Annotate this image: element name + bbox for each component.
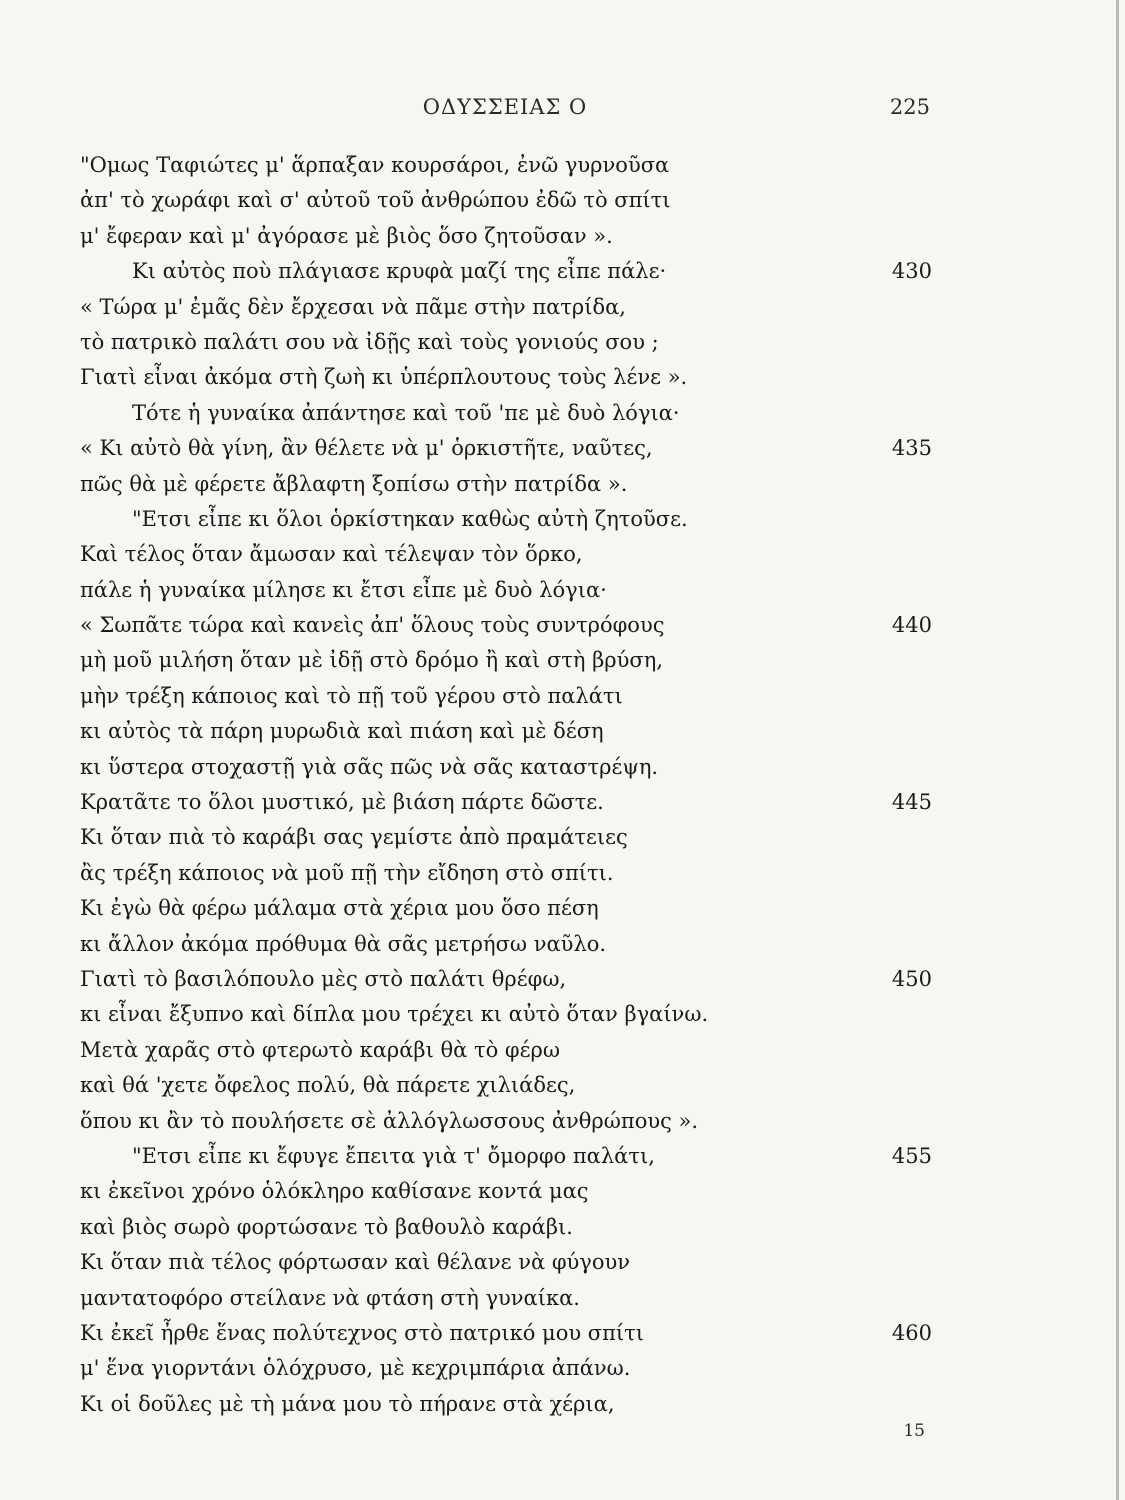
verse-text: Κι ἐγὼ θὰ φέρω μάλαμα στὰ χέρια μου ὅσο πέση xyxy=(80,896,599,921)
verse-text: Κι οἱ δοῦλες μὲ τὴ μάνα μου τὸ πήρανε στὰ χέρια, xyxy=(80,1391,615,1416)
verse-line xyxy=(80,1174,932,1209)
verse-text: μὴν τρέξη κάποιος καὶ τὸ πῇ τοῦ γέρου στὸ παλάτι xyxy=(80,683,623,708)
verse-text: μὴ μοῦ μιλήση ὅταν μὲ ἰδῇ στὸ δρόμο ἢ καὶ στὴ βρύση, xyxy=(80,648,664,673)
verse-text: « Κι αὐτὸ θὰ γίνη, ἂν θέλετε νὰ μ' ὁρκιστῆτε, ναῦτες, xyxy=(80,436,653,461)
verse-line xyxy=(80,1033,932,1068)
verse-text: Καὶ τέλος ὅταν ἄμωσαν καὶ τέλεψαν τὸν ὅρκο, xyxy=(80,542,583,567)
verse-line xyxy=(80,148,932,183)
verse-text: Γιατὶ εἶναι ἀκόμα στὴ ζωὴ κι ὑπέρπλουτους τοὺς λένε ». xyxy=(80,365,688,390)
page-header xyxy=(80,95,930,129)
verse-line xyxy=(80,360,932,395)
verse-text: Κι ἐκεῖ ἦρθε ἕνας πολύτεχνος στὸ πατρικό μου σπίτι xyxy=(80,1320,644,1345)
line-number: 450 xyxy=(891,966,932,991)
verse-line xyxy=(80,679,932,714)
verse-text: πάλε ἡ γυναίκα μίλησε κι ἔτσι εἶπε μὲ δυὸ λόγια· xyxy=(80,577,607,602)
verse-line xyxy=(80,1387,932,1422)
verse-line xyxy=(80,396,932,431)
verse-line xyxy=(80,1245,932,1280)
verse-text: μαντατοφόρο στείλανε νὰ φτάση στὴ γυναίκα. xyxy=(80,1285,580,1310)
verse-text: μ' ἔφεραν καὶ μ' ἀγόρασε μὲ βιὸς ὅσο ζητοῦσαν ». xyxy=(80,223,613,248)
verse-line xyxy=(80,820,932,855)
verse-line xyxy=(80,785,932,820)
verse-line xyxy=(80,183,932,218)
verse-line xyxy=(80,1068,932,1103)
verse-line xyxy=(80,537,932,572)
line-number: 435 xyxy=(891,436,932,461)
verse-line xyxy=(80,254,932,289)
verse-line xyxy=(80,219,932,254)
verse-text: « Σωπᾶτε τώρα καὶ κανεὶς ἀπ' ὅλους τοὺς συντρόφους xyxy=(80,613,665,638)
verse-text: κι ἐκεῖνοι χρόνο ὁλόκληρο καθίσανε κοντά μας xyxy=(80,1179,589,1204)
verse-text: μ' ἕνα γιορντάνι ὁλόχρυσο, μὲ κεχριμπάρια ἀπάνω. xyxy=(80,1356,631,1381)
page-number: 225 xyxy=(889,95,930,119)
verse-line xyxy=(80,962,932,997)
verse-text: ἀπ' τὸ χωράφι καὶ σ' αὐτοῦ τοῦ ἀνθρώπου ἐδῶ τὸ σπίτι xyxy=(80,188,671,213)
verse-text: ὅπου κι ἂν τὸ πουλήσετε σὲ ἀλλόγλωσσους ἀνθρώπους ». xyxy=(80,1108,699,1133)
verse-line xyxy=(80,1139,932,1174)
verse-text: πῶς θὰ μὲ φέρετε ἄβλαφτη ξοπίσω στὴν πατρίδα ». xyxy=(80,471,628,496)
running-title: ΟΔΥΣΣΕΙΑΣ Ο xyxy=(422,95,588,119)
verse-line xyxy=(80,290,932,325)
verse-line xyxy=(80,750,932,785)
verse-line xyxy=(80,467,932,502)
line-number: 455 xyxy=(891,1143,932,1168)
verse-text: Κρατᾶτε το ὅλοι μυστικό, μὲ βιάση πάρτε δῶστε. xyxy=(80,790,604,815)
verse-text: κι εἶναι ἔξυπνο καὶ δίπλα μου τρέχει κι αὐτὸ ὅταν βγαίνω. xyxy=(80,1002,709,1027)
verse-line xyxy=(80,1210,932,1245)
verse-line xyxy=(80,431,932,466)
verse-line xyxy=(80,856,932,891)
verse-text: "Ετσι εἶπε κι ἔφυγε ἔπειτα γιὰ τ' ὄμορφο παλάτι, xyxy=(132,1143,655,1168)
verse-text: κι αὐτὸς τὰ πάρη μυρωδιὰ καὶ πιάση καὶ μὲ δέση xyxy=(80,719,604,744)
page-edge-rule xyxy=(1116,0,1119,1500)
verse-line xyxy=(80,608,932,643)
verse-line xyxy=(80,714,932,749)
verse-text: κι ὕστερα στοχαστῇ γιὰ σᾶς πῶς νὰ σᾶς καταστρέψη. xyxy=(80,754,659,779)
verse-line xyxy=(80,643,932,678)
verse-line xyxy=(80,891,932,926)
verse-text: Κι αὐτὸς ποὺ πλάγιασε κρυφὰ μαζί της εἶπε πάλε· xyxy=(132,259,667,284)
line-number: 440 xyxy=(891,613,932,638)
verse-text: Κι ὅταν πιὰ τὸ καράβι σας γεμίστε ἀπὸ πραμάτειες xyxy=(80,825,628,850)
verse-text: τὸ πατρικὸ παλάτι σου νὰ ἰδῇς καὶ τοὺς γονιούς σου ; xyxy=(80,329,659,354)
line-number: 460 xyxy=(891,1320,932,1345)
verse-text: Μετὰ χαρᾶς στὸ φτερωτὸ καράβι θὰ τὸ φέρω xyxy=(80,1037,560,1062)
line-number: 445 xyxy=(891,790,932,815)
verse-block xyxy=(80,148,932,1422)
verse-text: καὶ θά 'χετε ὄφελος πολύ, θὰ πάρετε χιλιάδες, xyxy=(80,1073,576,1098)
verse-line xyxy=(80,1281,932,1316)
verse-text: "Ετσι εἶπε κι ὅλοι ὁρκίστηκαν καθὼς αὐτὴ ζητοῦσε. xyxy=(132,506,688,531)
verse-text: Τότε ἡ γυναίκα ἀπάντησε καὶ τοῦ 'πε μὲ δυὸ λόγια· xyxy=(132,400,680,425)
verse-line xyxy=(80,927,932,962)
verse-text: καὶ βιὸς σωρὸ φορτώσανε τὸ βαθουλὸ καράβι. xyxy=(80,1214,573,1239)
verse-text: "Ομως Ταφιώτες μ' ἅρπαξαν κουρσάροι, ἐνῶ γυρνοῦσα xyxy=(80,153,670,177)
verse-line xyxy=(80,325,932,360)
verse-text: Γιατὶ τὸ βασιλόπουλο μὲς στὸ παλάτι θρέφω, xyxy=(80,966,567,991)
verse-text: « Τώρα μ' ἐμᾶς δὲν ἔρχεσαι νὰ πᾶμε στὴν πατρίδα, xyxy=(80,294,626,319)
verse-line xyxy=(80,1351,932,1386)
verse-line xyxy=(80,502,932,537)
verse-text: κι ἄλλον ἀκόμα πρόθυμα θὰ σᾶς μετρήσω ναῦλο. xyxy=(80,931,607,956)
verse-line xyxy=(80,1104,932,1139)
printer-signature: 15 xyxy=(903,1421,925,1441)
verse-line xyxy=(80,997,932,1032)
verse-line xyxy=(80,1316,932,1351)
line-number: 430 xyxy=(891,259,932,284)
verse-text: Κι ὅταν πιὰ τέλος φόρτωσαν καὶ θέλανε νὰ φύγουν xyxy=(80,1250,631,1275)
verse-text: ἂς τρέξη κάποιος νὰ μοῦ πῇ τὴν εἴδηση στὸ σπίτι. xyxy=(80,860,614,885)
verse-line xyxy=(80,573,932,608)
